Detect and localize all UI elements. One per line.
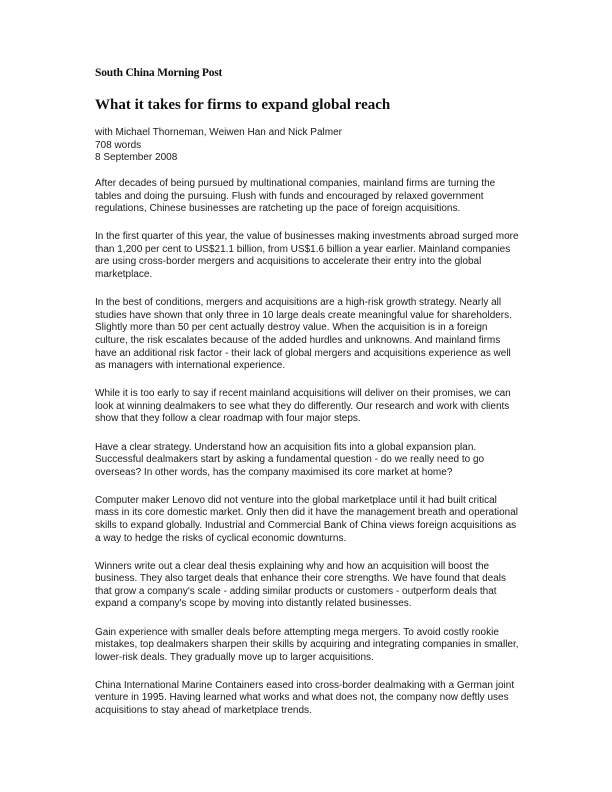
article-meta <box>95 127 515 165</box>
paragraph: Computer maker Lenovo did not venture into the global marketplace until it had built critical mass in its core domestic market. Only then did it have the management breath and operational skills to expand globally. Industrial and Commercial Bank of China views foreign acquisitions as a way to hedge the risks of cyclical economic downturns. <box>95 494 519 544</box>
byline: with Michael Thorneman, Weiwen Han and Nick Palmer <box>95 127 342 138</box>
paragraph: Gain experience with smaller deals before attempting mega mergers. To avoid costly rookie mistakes, top dealmakers sharpen their skills by acquiring and integrating companies in smaller, lower-risk deals. They gradually move up to larger acquisitions. <box>95 626 519 663</box>
word-count: 708 words <box>95 139 142 151</box>
paragraph: Have a clear strategy. Understand how an acquisition fits into a global expansion plan. Successful dealmakers start by asking a fundamental question - do we really need to go overseas? In other words, has the company maximised its core market at home? <box>95 441 485 478</box>
publish-date: 8 September 2008 <box>95 152 178 164</box>
article-body <box>95 178 520 733</box>
paragraph: In the best of conditions, mergers and acquisitions are a high-risk growth strategy. Nearly all studies have shown that only three in 10 large deals create meaningful value for shareholders. Slightly more than 50 per cent actually destroy value. When the acquisition is in a foreign culture, the risk escalates because of the added hurdles and unknowns. And mainland firms have an additional risk factor - their lack of global mergers and acquisitions experience as well as managers with international experience. <box>95 297 512 372</box>
publication-masthead: South China Morning Post <box>95 67 223 79</box>
paragraph: China International Marine Containers eased into cross-border dealmaking with a German joint venture in 1995. Having learned what works and what does not, the company now deftly uses acquisitions to stay ahead of marketplace trends. <box>95 679 515 716</box>
paragraph: Winners write out a clear deal thesis explaining why and how an acquisition will boost the business. They also target deals that enhance their core strengths. We have found that deals that grow a company's scale - adding similar products or customers - outperform deals that expand a company's scope by moving into distantly related businesses. <box>95 560 506 610</box>
article-headline: What it takes for firms to expand global reach <box>95 97 391 113</box>
paragraph: After decades of being pursued by multinational companies, mainland firms are turning the tables and doing the pursuing. Flush with funds and encouraged by relaxed government regulations, Chinese businesses are ratcheting up the pace of foreign acquisitions. <box>95 178 496 215</box>
paragraph: In the first quarter of this year, the value of businesses making investments abroad surged more than 1,200 per cent to US$21.1 billion, from US$1.6 billion a year earlier. Mainland companies are using cross-border mergers and acquisitions to accelerate their entry into the global marketplace. <box>95 231 519 281</box>
paragraph: While it is too early to say if recent mainland acquisitions will deliver on their promises, we can look at winning dealmakers to see what they do differently. Our research and work with clients show that they follow a clear roadmap with four major steps. <box>95 388 511 425</box>
